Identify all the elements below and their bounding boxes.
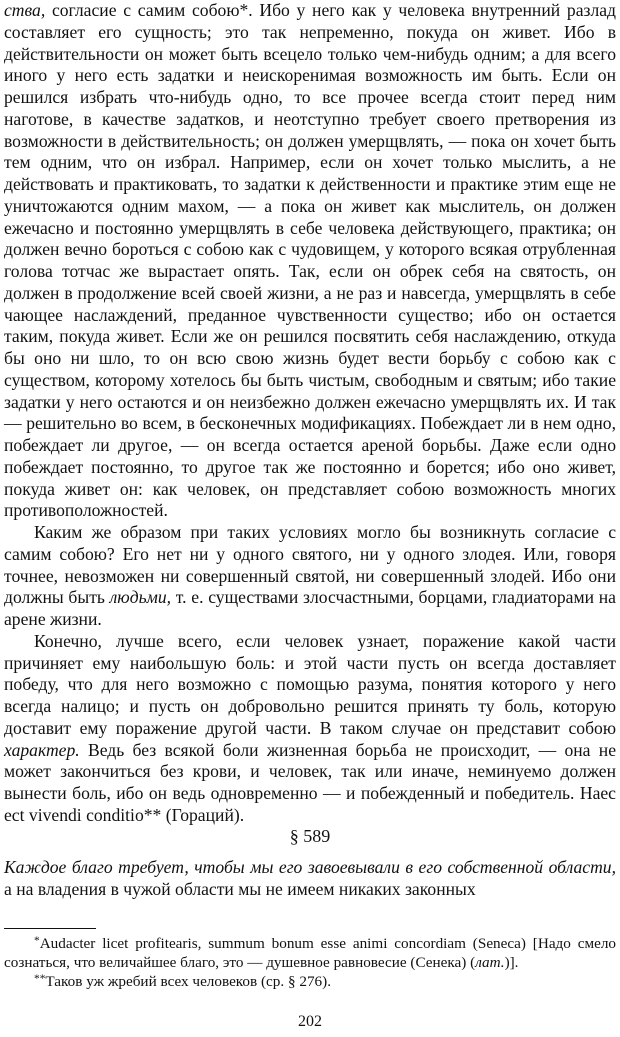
footnote-2-mark: ** bbox=[34, 973, 46, 986]
footnote-1-mark: * bbox=[34, 935, 40, 948]
paragraph-1-start: ства, bbox=[4, 0, 46, 20]
section-lead bbox=[4, 856, 616, 900]
paragraph-1-text: согласие с самим собою*. Ибо у него как у человека внутренний разлад составляет его сущность; это так непременно, покуда он живет. Ибо в действительности он может быть всецело только чем-нибудь одним; а для всего иного у него есть задатки и неискоренимая возможность им быть. Если он решился избрать что-нибудь одно, то все прочее всегда стоит перед ним наготове, в качестве задатков, и неотступно требует своего претворения из возможности в действительность; он должен умерщвлять, — пока он хочет быть тем одним, что он избрал. Например, если он хочет только мыслить, а не действовать и практиковать, то задатки к действенности и практике этим еще не уничтожаются одним махом, — а пока он живет как мыслитель, он должен ежечасно и постоянно умерщвлять в себе человека действующего, практика; он должен вечно бороться с собою как с чудовищем, у которого всякая отрубленная голова тотчас же вырастает опять. Так, если он обрек себя на святость, он должен в продолжение всей своей жизни, а не раз и навсегда, умерщвлять в себе чающее наслаждений, преданное чувственности существо; ибо он остается таким, покуда живет. Если же он решился посвятить себя наслаждению, откуда бы оно ни шло, то он всю свою жизнь будет вести борьбу с собою как с существом, которому хотелось бы быть чистым, свободным и святым; ибо такие задатки у него остаются и он неизбежно должен ежечасно умерщвлять их. И так — решительно во всем, в бесконечных модификациях. Побеждает ли в нем одно, побеждает ли другое, — он всегда остается ареной борьбы. Даже если одно побеждает постоянно, то другое так же постоянно и борется; ибо оно живет, покуда живет он: как человек, он представляет собою возможность многих противоположностей. bbox=[4, 0, 616, 521]
paragraph-3 bbox=[4, 631, 616, 827]
paragraph-3-text-a: Конечно, лучше всего, если человек узнает, поражение какой части причиняет ему наибольшую боль: и этой части пусть он всегда доставляет победу, что для него возможно с помощью разума, понятия которого у него всегда налицо; и пусть он добровольно решится принять ту боль, которую доставит ему поражение другой части. В таком случае он представит собою bbox=[4, 630, 616, 738]
footnote-2-text: Таков уж жребий всех человеков (ср. § 276). bbox=[45, 973, 331, 990]
paragraph-3-emphasis: характер. bbox=[4, 739, 80, 760]
footnote-1-latin: Audacter licet profitearis, summum bonum esse animi concordiam (Seneca) bbox=[39, 935, 526, 952]
footnote-1-lang: лат. bbox=[475, 954, 505, 971]
footnote-2 bbox=[4, 972, 616, 991]
paragraph-2-text-a: Каким же образом при таких условиях могло бы возникнуть согласие с самим собою? Его нет ни у одного святого, ни у одного злодея. Или, говоря точнее, невозможен ни совершенный святой, ни совершенный злодей. Ибо они должны быть bbox=[4, 522, 616, 608]
main-text bbox=[4, 0, 616, 827]
paragraph-3-text-b: Ведь без всякой боли жизненная борьба не происходит, — она не может закончиться без крови, и человек, так или иначе, неминуемо должен вынести боль, ибо он ведь одновременно — и побежденный и победитель. Haec ect vivendi conditio** (Гораций). bbox=[4, 739, 616, 825]
footnote-divider bbox=[4, 928, 96, 929]
page-number: 202 bbox=[298, 1013, 322, 1030]
footnotes bbox=[4, 934, 616, 991]
paragraph-1 bbox=[4, 0, 616, 522]
paragraph-2-text-b: т. е. существами злосчастными, борцами, гладиаторами на арене жизни. bbox=[4, 587, 616, 629]
footnote-1-translation-a: [Надо смело сознаться, что величайшее благо, это — душевное равновесие (Сенека) ( bbox=[4, 935, 616, 971]
footnote-1 bbox=[4, 934, 616, 972]
section-lead-text: а на владения в чужой области мы не имеем никаких законных bbox=[4, 879, 476, 899]
paragraph-2 bbox=[4, 522, 616, 631]
section-lead-italic: Каждое благо требует, чтобы мы его завоевывали в его собственной области, bbox=[4, 857, 616, 877]
section-heading: § 589 bbox=[289, 826, 331, 846]
paragraph-2-emphasis: людьми, bbox=[109, 587, 172, 608]
footnote-1-translation-b: )]. bbox=[504, 954, 519, 971]
